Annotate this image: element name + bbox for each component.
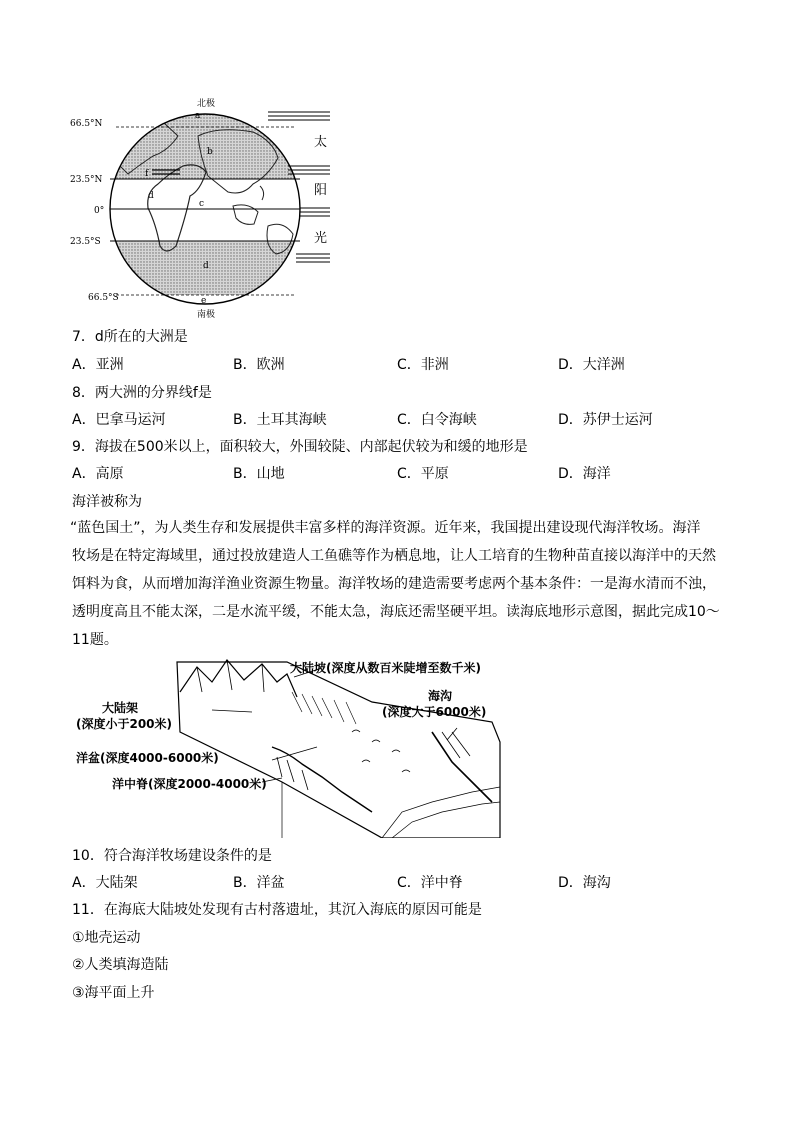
question-9-option-d[interactable]: D．海洋: [558, 466, 611, 482]
question-10-option-a[interactable]: A．大陆架: [72, 875, 138, 891]
question-8-stem: 8．两大洲的分界线f是: [72, 385, 212, 401]
question-9-option-c[interactable]: C．平原: [397, 466, 449, 482]
label-continental-shelf-depth: (深度小于200米): [76, 717, 173, 731]
label-mid-ocean-ridge: 洋中脊(深度2000-4000米): [112, 777, 267, 791]
question-10-option-c[interactable]: C．洋中脊: [397, 875, 463, 891]
question-7-option-a[interactable]: A．亚洲: [72, 357, 124, 373]
label-continental-slope: 大陆坡(深度从数百米陡增至数千米): [290, 661, 481, 675]
label-zone-d-north: d: [148, 191, 154, 201]
passage-line: 11题。: [72, 632, 118, 648]
question-8-option-c[interactable]: C．白令海峡: [397, 412, 477, 428]
label-continental-shelf: 大陆架: [102, 701, 139, 715]
label-zone-b: b: [207, 147, 213, 157]
question-8-option-b[interactable]: B．土耳其海峡: [233, 412, 327, 428]
passage-body: [72, 514, 728, 654]
question-9-option-a[interactable]: A．高原: [72, 466, 124, 482]
label-lat-665s: 66.5°S: [88, 293, 119, 303]
label-south-pole: 南极: [197, 310, 216, 320]
label-lat-0: 0°: [94, 206, 105, 216]
question-10-stem: 10．符合海洋牧场建设条件的是: [72, 848, 272, 864]
label-lat-235n: 23.5°N: [70, 175, 103, 185]
label-lat-235s: 23.5°S: [70, 237, 101, 247]
label-north-pole: 北极: [197, 99, 216, 109]
question-10-option-d[interactable]: D．海沟: [558, 875, 611, 891]
globe-figure: [68, 96, 358, 320]
question-9-stem: 9．海拔在500米以上，面积较大，外围较陡、内部起伏较为和缓的地形是: [72, 439, 528, 455]
seafloor-diagram: [72, 652, 504, 838]
label-zone-e: e: [201, 296, 207, 306]
seafloor-figure: [72, 652, 504, 838]
question-11-stem: 11．在海底大陆坡处发现有古村落遗址，其沉入海底的原因可能是: [72, 902, 482, 918]
question-9-option-b[interactable]: B．山地: [233, 466, 285, 482]
passage-line: 透明度高且不能太深，二是水流平缓，不能太急，海底还需坚硬平坦。读海底地形示意图，据此完成10～: [72, 604, 720, 620]
question-7-option-d[interactable]: D．大洋洲: [558, 357, 625, 373]
question-11-item-2: ②人类填海造陆: [72, 957, 169, 973]
passage-line: 饵料为食，从而增加海洋渔业资源生物量。海洋牧场的建造需要考虑两个基本条件：一是海水清而不浊，: [72, 576, 716, 592]
passage-line: “蓝色国土”，为人类生存和发展提供丰富多样的海洋资源。近年来，我国提出建设现代海洋牧场。海洋: [70, 520, 701, 536]
label-trench: 海沟: [428, 689, 453, 703]
question-8-option-d[interactable]: D．苏伊士运河: [558, 412, 653, 428]
question-7-option-c[interactable]: C．非洲: [397, 357, 449, 373]
label-ocean-basin: 洋盆(深度4000-6000米): [76, 751, 219, 765]
label-lat-665n: 66.5°N: [70, 119, 103, 129]
question-11-item-3: ③海平面上升: [72, 985, 155, 1001]
label-zone-a: a: [195, 111, 201, 121]
label-sun-1: 太: [314, 135, 328, 150]
passage-intro: 海洋被称为: [72, 494, 142, 510]
question-7-option-b[interactable]: B．欧洲: [233, 357, 285, 373]
label-zone-d-south: d: [203, 261, 209, 271]
question-11-item-1: ①地壳运动: [72, 930, 141, 946]
question-7-stem: 7．d所在的大洲是: [72, 329, 188, 345]
label-trench-depth: (深度大于6000米): [382, 705, 487, 719]
globe-diagram: [68, 96, 358, 320]
label-line-f: f: [145, 169, 149, 179]
question-8-option-a[interactable]: A．巴拿马运河: [72, 412, 166, 428]
label-sun-3: 光: [314, 231, 328, 246]
label-sun-2: 阳: [314, 183, 328, 198]
passage-line: 牧场是在特定海域里，通过投放建造人工鱼礁等作为栖息地，让人工培育的生物种苗直接以海洋中的天然: [72, 548, 716, 564]
question-10-option-b[interactable]: B．洋盆: [233, 875, 285, 891]
label-zone-c: c: [199, 199, 205, 209]
